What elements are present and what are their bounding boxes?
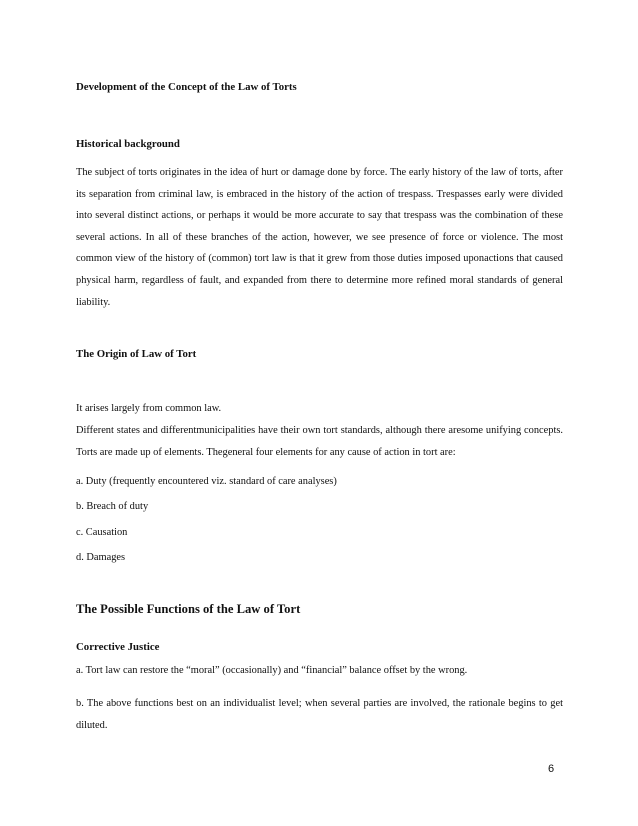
- list-item: a. Duty (frequently encountered viz. standard of care analyses): [76, 476, 337, 487]
- list-item: b. Breach of duty: [76, 501, 149, 512]
- heading-possible-functions: The Possible Functions of the Law of Tort: [76, 602, 301, 616]
- subheading-corrective-justice: Corrective Justice: [76, 641, 160, 653]
- corrective-justice-item-a: a. Tort law can restore the “moral” (occasionally) and “financial” balance offset by the wrong.: [76, 665, 468, 676]
- paragraph-historical-background: The subject of torts originates in the idea of hurt or damage done by force. The early history of the law of torts, after its separation from criminal law, is embraced in the history of the action of trespass. Trespasses early were divided into several distinct actions, or perhaps it would be more accurate to say that trespass was the combination of these several actions. In all of these branches of the action, however, we see presence of force or violence. The most common view of the history of (common) tort law is that it grew from those duties imposed uponactions that caused physical harm, regardless of fault, and expanded from there to determine more refined moral standards of general liability.: [76, 167, 563, 308]
- page-number: 6: [548, 763, 555, 775]
- corrective-justice-item-b: b. The above functions best on an individualist level; when several parties are involved, the rationale begins to get diluted.: [76, 698, 563, 731]
- heading-origin-of-law-of-tort: The Origin of Law of Tort: [76, 348, 197, 360]
- list-item: d. Damages: [76, 552, 126, 563]
- paragraph-origin: Different states and differentmunicipalities have their own tort standards, although there aresome unifying concepts. Torts are made up of elements. Thegeneral four elements for any cause of action in tort are:: [76, 425, 563, 458]
- origin-intro-line: It arises largely from common law.: [76, 403, 222, 414]
- document-title: Development of the Concept of the Law of Torts: [76, 81, 297, 93]
- list-item: c. Causation: [76, 527, 128, 538]
- heading-historical-background: Historical background: [76, 138, 180, 150]
